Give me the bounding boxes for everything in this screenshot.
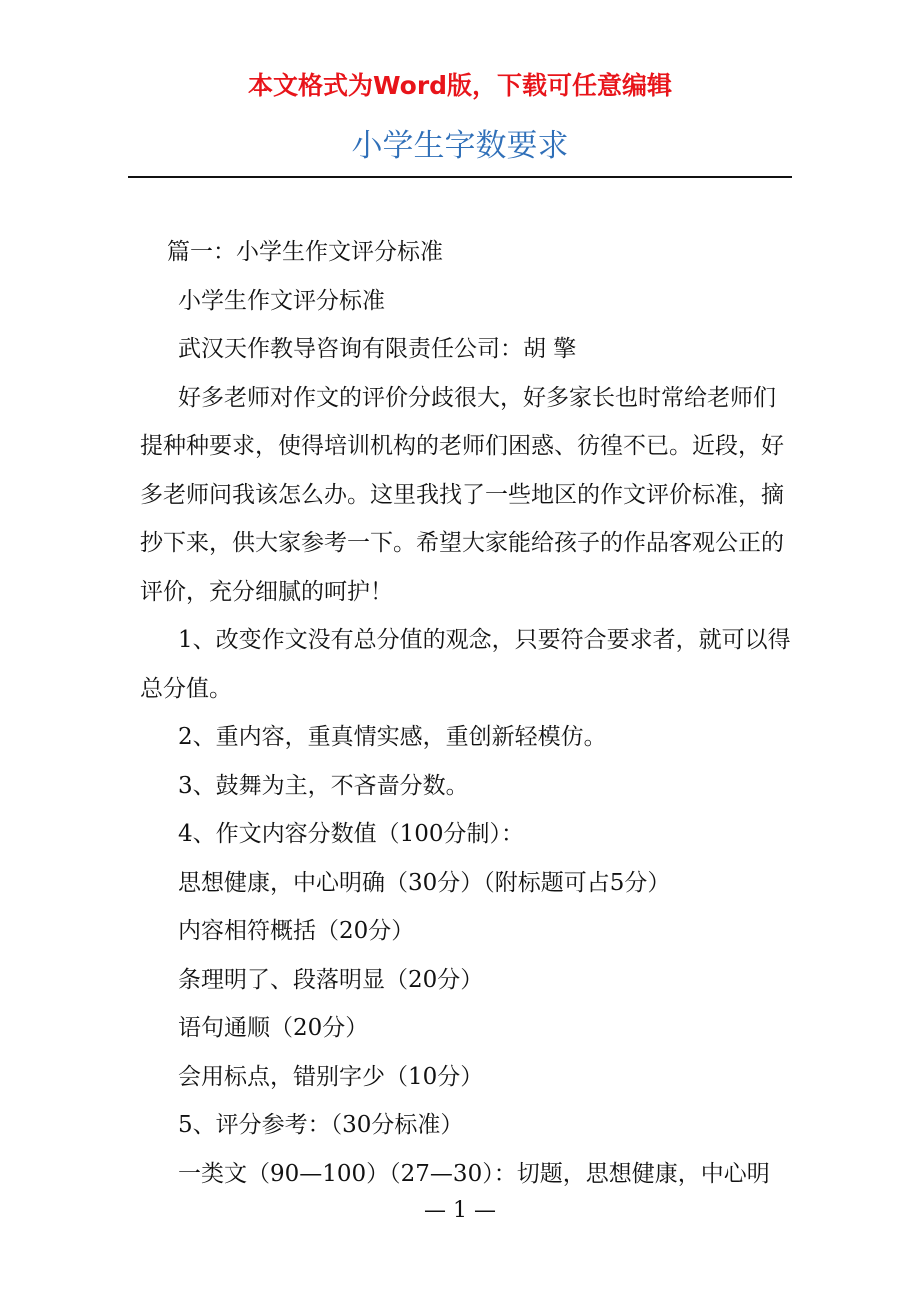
page-number: — 1 — bbox=[424, 1198, 496, 1223]
list-item: 2、重内容，重真情实感，重创新轻模仿。 bbox=[178, 724, 607, 750]
score-criterion: 语句通顺（20分） bbox=[178, 1015, 369, 1041]
list-item: 5、评分参考：（30分标准） bbox=[178, 1112, 464, 1138]
list-item: 4、作文内容分数值（100分制）： bbox=[178, 821, 525, 847]
list-item: 3、鼓舞为主，不吝啬分数。 bbox=[178, 772, 469, 799]
intro-paragraph: 好多老师对作文的评价分歧很大，好多家长也时常给老师们提种种要求，使得培训机构的老师们困惑、彷徨不已。近段，好多老师问我该怎么办。这里我找了一些地区的作文评价标准，摘抄下来，供大家参考一下。希望大家能给孩子的作品客观公正的评价，充分细腻的呵护！ bbox=[140, 384, 784, 605]
score-criterion: 会用标点，错别字少（10分） bbox=[178, 1063, 484, 1090]
grade-description: 一类文（90—100）（27—30）：切题，思想健康，中心明 bbox=[178, 1160, 770, 1187]
document-body bbox=[140, 228, 792, 1198]
document-title: 小学生字数要求 bbox=[351, 128, 569, 164]
score-criterion: 思想健康，中心明确（30分）（附标题可占5分） bbox=[178, 869, 671, 896]
score-criterion: 内容相符概括（20分） bbox=[178, 918, 415, 944]
article-title: 小学生作文评分标准 bbox=[178, 287, 385, 314]
list-item: 1、改变作文没有总分值的观念，只要符合要求者，就可以得总分值。 bbox=[140, 627, 791, 702]
word-format-notice: 本文格式为Word版，下载可任意编辑 bbox=[247, 71, 673, 100]
author-line: 武汉天作教导咨询有限责任公司：胡 擎 bbox=[178, 336, 577, 362]
title-divider bbox=[128, 176, 792, 178]
section-heading: 篇一：小学生作文评分标准 bbox=[167, 239, 443, 265]
score-criterion: 条理明了、段落明显（20分） bbox=[178, 966, 484, 993]
